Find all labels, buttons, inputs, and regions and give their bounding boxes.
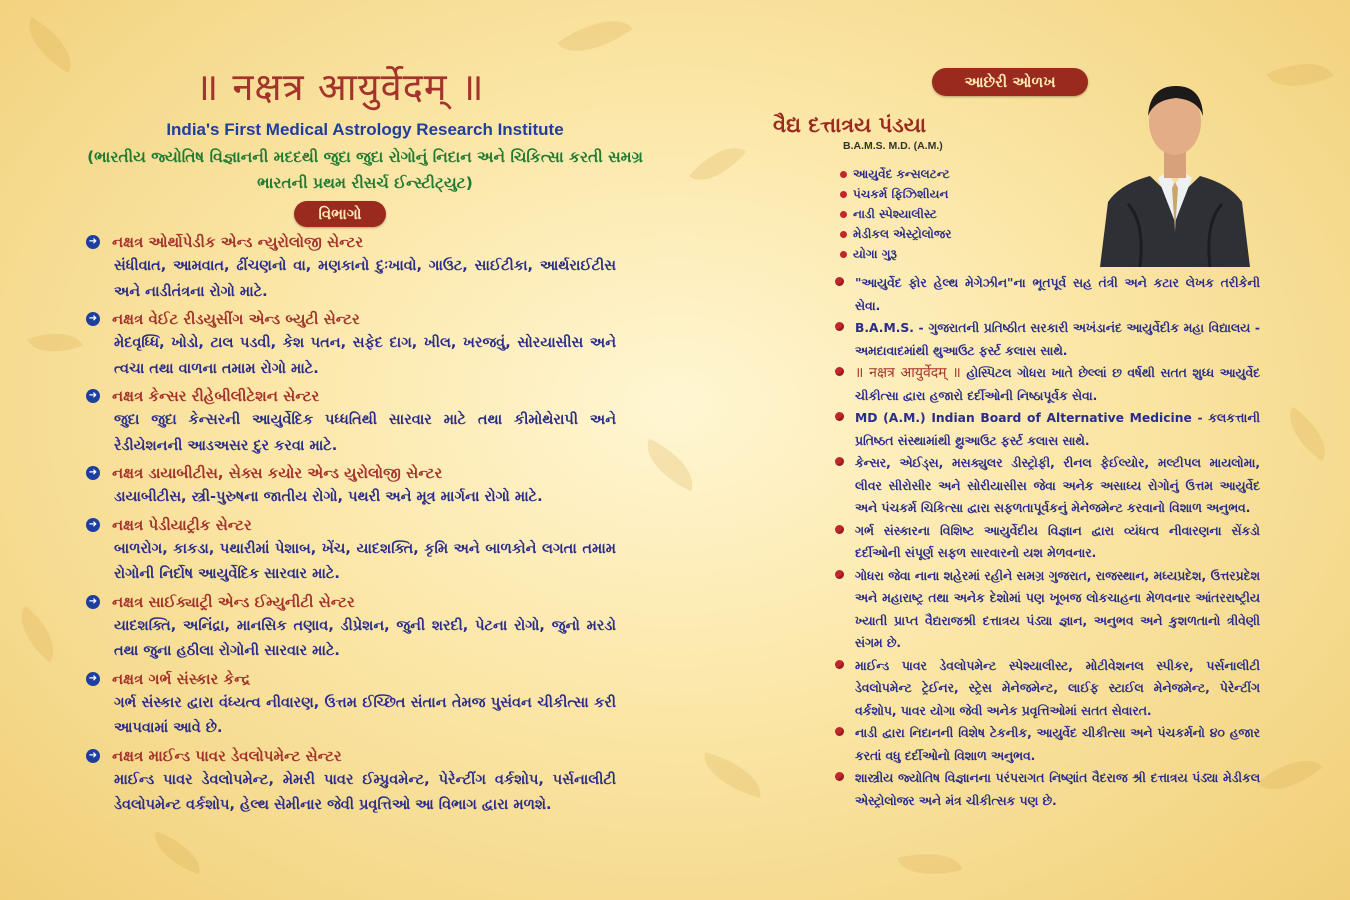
subtitle-gujarati: (ભારતીય જ્યોતિષ વિજ્ઞાનની મદદથી જુદા જુદા રોગોનું નિદાન અને ચિકિત્સા કરતી સમગ્ર ભારતની પ્રથમ રીસર્ચ ઈન્સ્ટીટ્યુટ)	[87, 148, 643, 192]
bullet-dot-icon	[835, 570, 844, 579]
department-title: નક્ષત્ર કેન્સર રીહેબીલીટેશન સેન્ટર	[112, 387, 320, 405]
achievement-item	[835, 565, 1260, 655]
bullet-dot-icon	[840, 231, 847, 238]
department-item	[86, 744, 616, 819]
doctor-degree: B.A.M.S. M.D. (A.M.)	[843, 140, 943, 152]
bullet-dot-icon	[835, 525, 844, 534]
role-item	[840, 164, 951, 184]
department-item	[86, 230, 616, 305]
achievement-item	[835, 452, 1260, 520]
bullet-dot-icon	[835, 727, 844, 736]
departments-label: વિભાગો	[294, 201, 386, 227]
achievement-text: કેન્સર, એઈડ્સ, મસક્યુલર ડીસ્ટ્રોફી, રીનલ ફેઈલ્યોર, મલ્ટીપલ માયલોમા, લીવર સીરોસીર અને સોરીયાસીસ જેવા અનેક અસાધ્ય રોગોનું ઉત્તમ આયુર્વેદ અને પંચકર્મ ચિકિત્સા દ્વારા સફળતાપૂર્વકનું મેનેજમેન્ટ કરવાનો વિશાળ અનુભવ.	[855, 456, 1260, 515]
department-desc: યાદશક્તિ, અનિંદ્રા, માનસિક તણાવ, ડીપ્રેશન, જુની શરદી, પેટના રોગો, જુનો મરડો તથા જુના હઠીલા રોગોની સારવાર માટે.	[114, 617, 616, 659]
department-title: નક્ષત્ર માઈન્ડ પાવર ડેવલોપમેન્ટ સેન્ટર	[112, 746, 342, 765]
role-label: પંચકર્મ ફિઝિશીયન	[853, 187, 949, 201]
bullet-dot-icon	[835, 322, 844, 331]
achievement-item	[835, 317, 1260, 362]
role-label: યોગા ગુરૂ	[853, 247, 897, 261]
achievement-item	[835, 655, 1260, 723]
department-desc: સંધીવાત, આમવાત, ઢીંચણનો વા, મણકાનો દુઃખાવો, ગાઉટ, સાઈટીકા, આર્થરાઈટીસ અને નાડીતંત્રના રોગો માટે.	[114, 258, 616, 300]
department-item	[86, 590, 616, 665]
department-desc: ગર્ભ સંસ્કાર દ્વારા વંધ્યત્વ નીવારણ, ઉત્તમ ઈચ્છિત સંતાન તેમજ પુસંવન ચીકીત્સા કરી આપવામાં આવે છે.	[114, 694, 616, 736]
arrow-right-icon: ➜	[86, 466, 100, 480]
departments-list	[86, 230, 616, 821]
role-label: આયુર્વેદ કન્સલટન્ટ	[853, 167, 950, 181]
achievement-item	[835, 272, 1260, 317]
arrow-right-icon: ➜	[86, 389, 100, 403]
department-title: નક્ષત્ર પેડીયાટ્રીક સેન્ટર	[112, 515, 252, 534]
department-desc: બાળરોગ, કાકડા, પથારીમાં પેશાબ, ખેંચ, યાદશક્તિ, કૃમિ અને બાળકોને લગતા તમામ રોગોની નિર્દોષ આયુર્વેદિક સારવાર માટે.	[114, 540, 616, 582]
department-title: નક્ષત્ર ડાયાબીટીસ, સેક્સ કયોર એન્ડ યુરોલોજી સેન્ટર	[112, 464, 443, 482]
department-title: નક્ષત્ર સાઈક્યાટ્રી એન્ડ ઈમ્યુનીટી સેન્ટર	[112, 592, 355, 611]
bullet-dot-icon	[835, 772, 844, 781]
bullet-dot-icon	[835, 660, 844, 669]
achievement-item	[835, 520, 1260, 565]
achievement-item	[835, 362, 1260, 407]
achievement-text	[855, 362, 1260, 407]
department-desc: માઈન્ડ પાવર ડેવલોપમેન્ટ, મેમરી પાવર ઈમ્પ્રુવમેન્ટ, પેરેન્ટીંગ વર્કશોપ, પર્સનાલીટી ડેવલોપમેન્ટ વર્કશોપ, હેલ્થ સેમીનાર જેવી પ્રવૃત્તિઓ આ વિભાગ દ્વારા મળશે.	[114, 771, 616, 813]
achievement-text-body: હોસ્પિટલ ગોધરા ખાતે છેલ્લાં છ વર્ષથી સતત શુધ્ધ આયુર્વેદ ચીકીત્સા દ્વારા હજારો દર્દીઓની નિષ્ઠાપૂર્વક સેવા.	[855, 366, 1260, 403]
department-title: નક્ષત્ર ગર્ભ સંસ્કાર કેન્દ્ર	[112, 669, 251, 688]
bullet-dot-icon	[840, 191, 847, 198]
bullet-dot-icon	[835, 412, 844, 421]
bullet-dot-icon	[835, 277, 844, 286]
doctor-name: વૈદ્ય દત્તાત્રય પંડયા	[773, 112, 927, 137]
achievement-text: ગર્ભ સંસ્કારના વિશિષ્ટ આયુર્વેદીય વિજ્ઞાન દ્વારા વ્યંધત્વ નીવારણના સેંકડો દર્દીઓની સંપૂર્ણ સફળ સારવારનો યશ મેળવનાર.	[855, 523, 1260, 560]
department-title: નક્ષત્ર ઓર્થોપેડીક એન્ડ ન્યુરોલોજી સેન્ટર	[112, 233, 364, 251]
role-item	[840, 224, 951, 244]
achievement-text: નાડી દ્વારા નિદાનની વિશેષ ટેકનીક, આયુર્વેદ ચીકીત્સા અને પંચકર્મનો ૪૦ હજાર કરતાં વધુ દર્દીઓનો વિશાળ અનુભવ.	[855, 726, 1260, 763]
achievement-item	[835, 722, 1260, 767]
arrow-right-icon: ➜	[86, 235, 100, 249]
arrow-right-icon: ➜	[86, 595, 100, 609]
role-item	[840, 204, 951, 224]
achievement-item	[835, 767, 1260, 812]
role-label: મેડીકલ એસ્ટ્રોલોજર	[853, 227, 952, 241]
arrow-right-icon: ➜	[86, 312, 100, 326]
department-item	[86, 384, 616, 459]
achievement-text: "આયુર્વેદ ફોર હેલ્થ મેગેઝીન"ના ભૂતપૂર્વ સહ તંત્રી અને કટાર લેખક તરીકેની સેવા.	[855, 276, 1260, 313]
inline-brand-title: ॥ नक्षत्र आयुर्वेदम् ॥	[855, 365, 961, 381]
role-item	[840, 244, 951, 264]
achievement-text: B.A.M.S. - ગુજરાતની પ્રતિષ્ઠીત સરકારી અખંડાનંદ આયુર્વેદીક મહા વિદ્યાલય - અમદાવાદમાંથી થુઆઉટ ફર્સ્ટ કલાસ સાથે.	[855, 321, 1260, 358]
department-item	[86, 461, 616, 511]
department-desc: ડાયાબીટીસ, સ્ત્રી-પુરુષના જાતીય રોગો, પથરી અને મૂત્ર માર્ગના રોગો માટે.	[114, 489, 543, 505]
bullet-dot-icon	[840, 251, 847, 258]
department-desc: જુદા જુદા કેન્સરની આયુર્વેદિક પધ્ધતિથી સારવાર માટે તથા કીમોથેરાપી અને રેડીયેશનની આડઅસર દુર કરવા માટે.	[114, 412, 616, 454]
bullet-dot-icon	[835, 457, 844, 466]
doctor-roles	[840, 164, 951, 264]
achievement-text: શાસ્ત્રીય જ્યોતિષ વિજ્ઞાનના પરંપરાગત નિષ્ણાંત વૈદરાજ શ્રી દત્તાત્રય પંડ્યા મેડીકલ એસ્ટ્રોલોજર અને મંત્ર ચીકીત્સક પણ છે.	[855, 771, 1260, 808]
department-item	[86, 513, 616, 588]
department-desc: મેદવૃધ્ધિ, ખોડો, ટાલ પડવી, કેશ પતન, સફેદ દાગ, ખીલ, ખરજવું, સોરયાસીસ અને ત્વચા તથા વાળના તમામ રોગો માટે.	[114, 335, 616, 377]
about-label: આછેરી ઓળખ	[932, 68, 1088, 96]
brand-title: ॥ नक्षत्र आयुर्वेदम् ॥	[195, 65, 485, 109]
subtitle-english: India's First Medical Astrology Research Institute	[166, 120, 564, 139]
department-title: નક્ષત્ર વેઈટ રીડયુસીંગ એન્ડ બ્યુટી સેન્ટર	[112, 310, 360, 328]
achievement-text: MD (A.M.) Indian Board of Alternative Medicine - કલકત્તાની પ્રતિષ્ઠત સંસ્થામાંથી થ્રુઆઉટ ફર્સ્ટ કલાસ સાથે.	[855, 411, 1260, 448]
bullet-dot-icon	[840, 171, 847, 178]
department-item	[86, 667, 616, 742]
bullet-dot-icon	[835, 367, 844, 376]
achievement-text: ગોધરા જેવા નાના શહેરમાં રહીને સમગ્ર ગુજરાત, રાજસ્થાન, મધ્યપ્રદેશ, ઉત્તરપ્રદેશ અને મહારાષ્ટ્ર તથા અનેક દેશોમાં પણ ખૂબજ લોકચાહના મેળવનાર આંતરરાષ્ટ્રીય ખ્યાતી પ્રાપ્ત વૈદ્યરાજશ્રી દત્તાત્રય પંડ્યા જ્ઞાન, અનુભવ અને કુશળતાનો ત્રીવેણી સંગમ છે.	[855, 568, 1260, 650]
department-item	[86, 307, 616, 382]
role-label: નાડી સ્પેશ્યાલીસ્ટ	[853, 207, 937, 221]
bullet-dot-icon	[840, 211, 847, 218]
role-item	[840, 184, 951, 204]
achievement-item	[835, 407, 1260, 452]
arrow-right-icon: ➜	[86, 749, 100, 763]
arrow-right-icon: ➜	[86, 518, 100, 532]
achievement-text: માઈન્ડ પાવર ડેવલોપમેન્ટ સ્પેશ્યાલીસ્ટ, મોટીવેશનલ સ્પીકર, પર્સનાલીટી ડેવલોપમેન્ટ ટ્રેઈનર, સ્ટ્રેસ મેનેજમેન્ટ, લાઈફ સ્ટાઈલ મેનેજમેન્ટ, પેરેન્ટીંગ વર્કશોપ, પાવર યોગા જેવી અનેક પ્રવૃત્તિઓમાં સતત સેવારત.	[855, 658, 1260, 718]
achievements-list	[835, 272, 1260, 812]
arrow-right-icon: ➜	[86, 672, 100, 686]
doctor-photo	[1100, 72, 1250, 267]
